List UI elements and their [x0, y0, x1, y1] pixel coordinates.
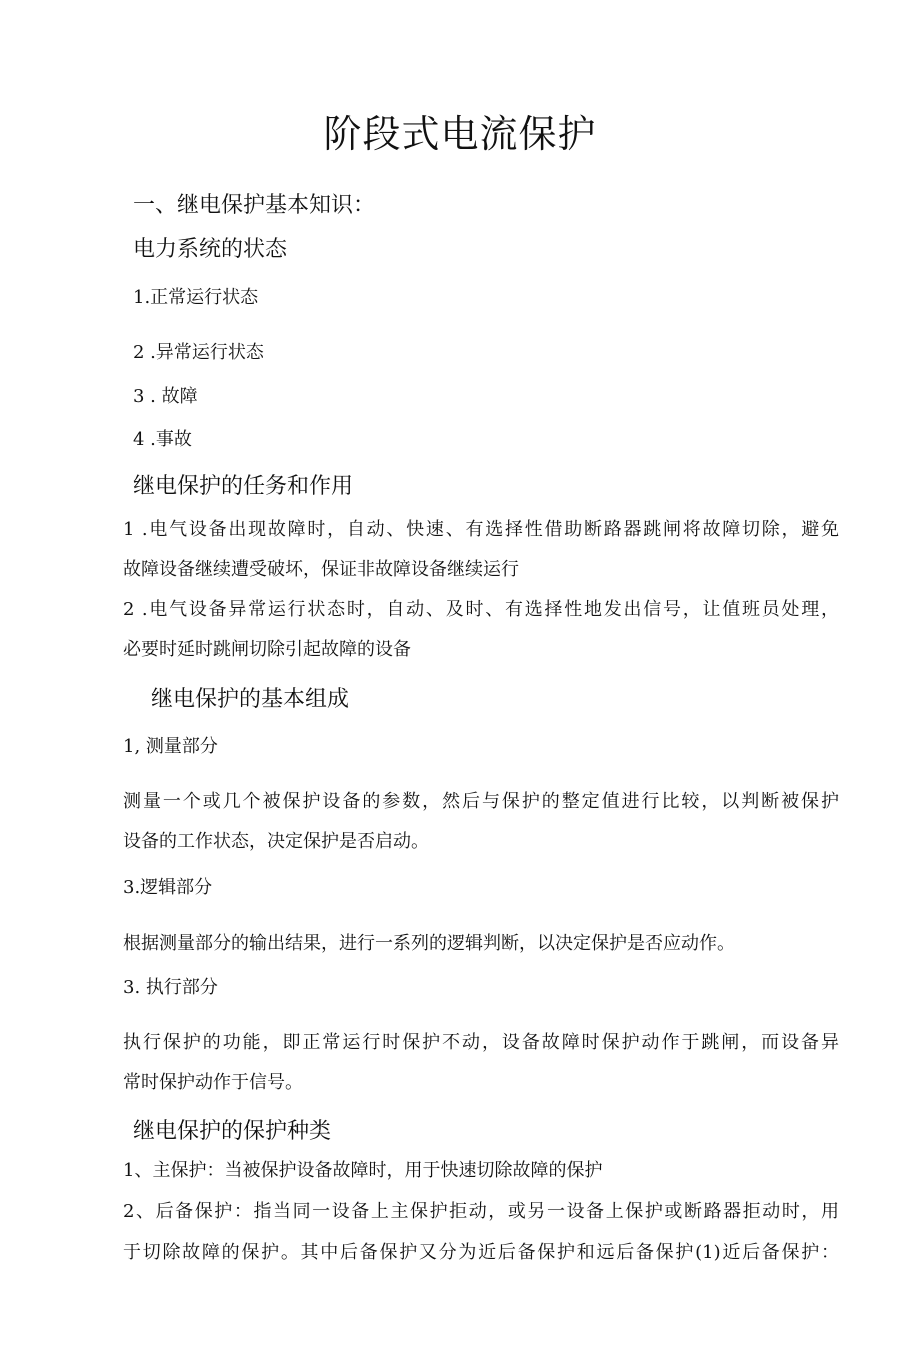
paragraph-line: 必要时延时跳闸切除引起故障的设备	[123, 639, 411, 660]
paragraph-line: 2、后备保护：指当同一设备上主保护拒动，或另一设备上保护或断路器拒动时，用	[123, 1201, 839, 1222]
paragraph-line: 2 .电气设备异常运行状态时，自动、及时、有选择性地发出信号，让值班员处理，	[123, 599, 839, 620]
heading-protection-types: 继电保护的保护种类	[133, 1119, 332, 1144]
paragraph-line: 设备的工作状态，决定保护是否启动。	[123, 831, 429, 852]
heading-power-states: 电力系统的状态	[133, 237, 288, 262]
paragraph-line: 测量一个或几个被保护设备的参数，然后与保护的整定值进行比较，以判断被保护	[123, 791, 839, 812]
paragraph-line: 故障设备继续遭受破坏，保证非故障设备继续运行	[123, 559, 519, 580]
subsection-label-logic: 3.逻辑部分	[123, 877, 213, 898]
list-item: 4 .事故	[133, 429, 192, 450]
list-item: 2 .异常运行状态	[133, 342, 264, 363]
list-item: 3 . 故障	[133, 386, 198, 407]
paragraph-line: 于切除故障的保护。其中后备保护又分为近后备保护和远后备保护(1)近后备保护：	[123, 1242, 839, 1263]
paragraph-line: 执行保护的功能，即正常运行时保护不动，设备故障时保护动作于跳闸，而设备异	[123, 1032, 839, 1053]
heading-tasks: 继电保护的任务和作用	[133, 474, 354, 499]
paragraph-line: 1 .电气设备出现故障时，自动、快速、有选择性借助断路器跳闸将故障切除，避免	[123, 519, 839, 540]
section-heading-basics: 一、继电保护基本知识：	[133, 193, 376, 218]
paragraph-line: 根据测量部分的输出结果，进行一系列的逻辑判断，以决定保护是否应动作。	[123, 933, 735, 954]
paragraph-line: 1、主保护：当被保护设备故障时，用于快速切除故障的保护	[123, 1160, 603, 1181]
heading-composition: 继电保护的基本组成	[151, 687, 350, 712]
document-title: 阶段式电流保护	[323, 112, 597, 156]
subsection-label-measure: 1, 测量部分	[123, 736, 218, 757]
subsection-label-execute: 3. 执行部分	[123, 977, 218, 998]
paragraph-line: 常时保护动作于信号。	[123, 1072, 303, 1093]
list-item: 1.正常运行状态	[133, 287, 259, 308]
